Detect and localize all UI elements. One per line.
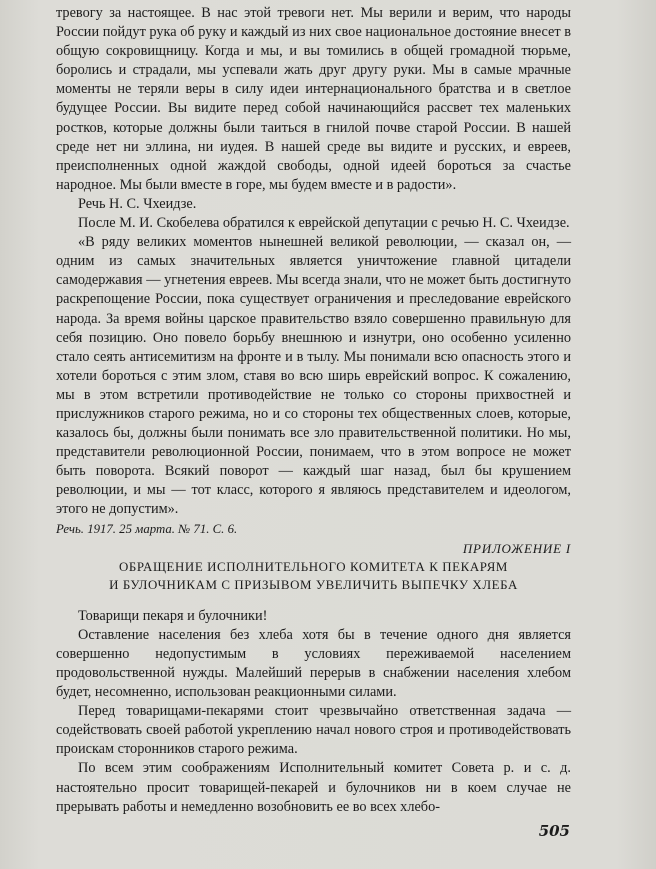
appendix-label: ПРИЛОЖЕНИЕ I	[462, 540, 571, 556]
paragraph-chkheidze-speech: «В ряду великих моментов нынешней великой революции, — сказал он, — одним из самых значительных является уничтожение главной цитадели самодержавия — угнетения евреев. Мы всегда знали, что не может быть достигнуто раскрепощение России, пока существует ограничения и преследование еврейского народа. За время войны царское правительство взяло совершенно правильную для себя позицию. Оно повело борьбу внешнюю и изнутри, оно особенно усиленно стало сеять антисемитизм на фронте и в тылу. Мы понимали всю опасность этого и хотели бороться с этим злом, ставя во всю ширь еврейский вопрос. К сожалению, мы в этом встретили противодействие не только со стороны прихвостней и прислужников старого режима, но и со стороны тех общественных слоев, которые, казалось бы, должны были понимать все зло правительственной политики. Но мы, представители революционной России, понимаем, что в этом вопросе не может быть поворота. Всякий поворот — каждый шаг назад, был бы крушением революции, и мы — тот класс, которого я являюсь представителем и идеологом, этого не допустим».	[56, 234, 571, 518]
paragraph-intro-chkheidze: После М. И. Скобелева обратился к еврейской депутации с речью Н. С. Чхеидзе.	[78, 215, 570, 232]
paragraph-bakers-task: Перед товарищами-пекарями стоит чрезвычайно ответственная задача — содействовать своей работой укреплению начал нового строя и противодействовать проискам сторонников старого режима.	[56, 703, 571, 758]
document-title	[56, 558, 571, 594]
page-text-body	[56, 4, 571, 817]
citation-source: Речь. 1917. 25 марта. № 71. С. 6.	[56, 521, 238, 536]
page-number: 505	[538, 822, 570, 840]
document-title-line-2: И БУЛОЧНИКАМ С ПРИЗЫВОМ УВЕЛИЧИТЬ ВЫПЕЧКУ ХЛЕБА	[109, 577, 518, 592]
document-title-line-1: ОБРАЩЕНИЕ ИСПОЛНИТЕЛЬНОГО КОМИТЕТА К ПЕКАРЯМ	[119, 559, 508, 574]
paragraph-bread-supply: Оставление населения без хлеба хотя бы в течение одного дня является совершенно недопустимым в условиях переживаемой населением продовольственной нужды. Малейший перерыв в снабжении населения хлебом будет, несомненно, использован реакционными силами.	[56, 626, 571, 701]
paragraph-source-note: Речь Н. С. Чхеидзе.	[78, 195, 197, 212]
paragraph-committee-request: По всем этим соображениям Исполнительный комитет Совета р. и с. д. настоятельно просит товарищей-пекарей и булочников ни в коем случае не прерывать работы и немедленно возобновить ее во всех хлебо-	[56, 760, 571, 815]
greeting: Товарищи пекаря и булочники!	[78, 607, 268, 624]
paragraph-speech-end: тревогу за настоящее. В нас этой тревоги нет. Мы верили и верим, что народы России пойдут рука об руку и каждый из них свое национальное достояние внесет в общую сокровищницу. Когда и мы, и вы томились в общей громадной тюрьме, боролись и страдали, мы успевали жать друг другу руки. Мы в самые мрачные моменты не теряли веры в силу идеи интернационального братства и в светлое будущее России. Вы видите перед собой начинающийся рассвет тех маленьких ростков, которые должны были таиться в гнилой почве старой России. В нашей среде нет ни эллина, ни иудея. В нашей среде вы видите и русских, и евреев, преисполненных одной жаждой свободы, одной идеей бороться за счастье народное. Мы были вместе в горе, мы будем вместе и в радости».	[56, 5, 571, 193]
